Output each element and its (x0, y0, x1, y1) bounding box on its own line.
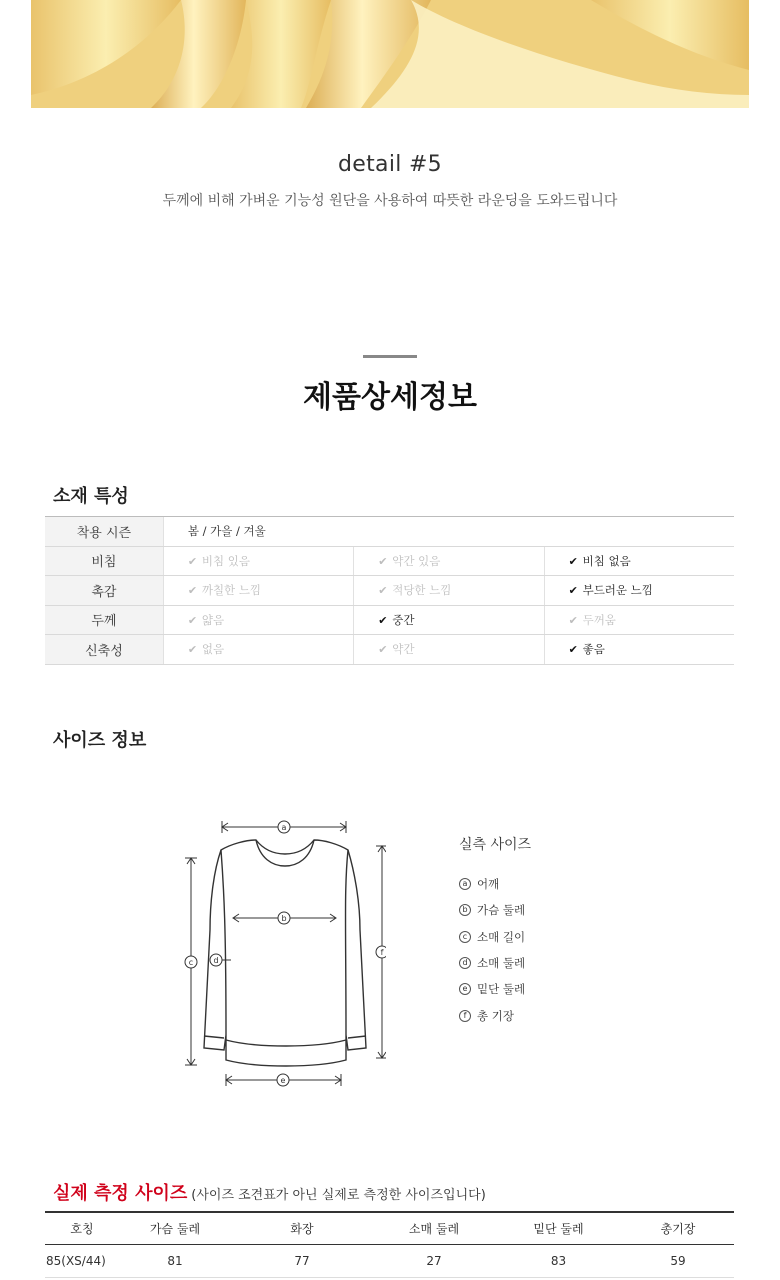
legend-label: 어깨 (477, 877, 500, 892)
option-cell (544, 576, 734, 606)
marker-c: c (188, 958, 194, 967)
marker-f: f (380, 948, 384, 957)
legend-item (459, 924, 525, 950)
option-label: 두꺼움 (582, 612, 616, 627)
material-row-elasticity (45, 635, 734, 665)
column-header: 소매 둘레 (373, 1212, 495, 1245)
check-icon: ✔ (568, 643, 578, 657)
column-header: 화장 (231, 1212, 373, 1245)
row-label: 착용 시즌 (45, 517, 163, 547)
marker-b: b (281, 914, 287, 923)
option-cell (354, 605, 544, 635)
measurement-heading (53, 1179, 486, 1205)
option-cell (163, 605, 353, 635)
legend-item (459, 871, 525, 897)
check-icon: ✔ (187, 554, 198, 568)
measurement-note: (사이즈 조견표가 아닌 실제로 측정한 사이즈입니다) (191, 1188, 486, 1203)
legend-label: 밑단 둘레 (477, 982, 526, 997)
size-table-header (45, 1212, 734, 1245)
option-label: 부드러운 느낌 (582, 583, 653, 598)
size-table (45, 1211, 734, 1278)
row-label: 촉감 (45, 576, 163, 606)
size-legend (459, 871, 525, 1029)
option-label: 약간 (392, 642, 415, 657)
legend-item (459, 950, 525, 976)
column-header: 총기장 (622, 1212, 734, 1245)
size-label: 85(XS/44) (45, 1245, 119, 1278)
material-section-title: 소재 특성 (53, 486, 129, 507)
check-icon: ✔ (187, 643, 198, 657)
marker-a: a (281, 823, 287, 832)
material-table (45, 516, 734, 665)
marker-icon: a (459, 878, 471, 890)
column-header: 밑단 둘레 (495, 1212, 622, 1245)
legend-item (459, 897, 525, 923)
table-cell: 83 (495, 1245, 622, 1278)
marker-icon: f (459, 1010, 471, 1022)
option-cell (354, 576, 544, 606)
material-row-sheerness (45, 546, 734, 576)
option-cell (163, 546, 353, 576)
sweater-size-diagram (176, 810, 386, 1095)
check-icon: ✔ (187, 584, 198, 598)
legend-label: 가슴 둘레 (477, 903, 526, 918)
page-title: 제품상세정보 (303, 380, 477, 415)
check-icon: ✔ (187, 613, 198, 627)
legend-title: 실측 사이즈 (459, 837, 532, 853)
material-row-season (45, 517, 734, 547)
column-header: 가슴 둘레 (119, 1212, 231, 1245)
check-icon: ✔ (378, 554, 388, 568)
table-row (45, 1245, 734, 1278)
marker-e: e (280, 1076, 286, 1085)
check-icon: ✔ (378, 613, 388, 627)
detail-title: detail #5 (338, 152, 442, 177)
marker-icon: b (459, 904, 471, 916)
detail-subtitle: 두께에 비해 가벼운 기능성 원단을 사용하여 따뜻한 라운딩을 도와드립니다 (162, 193, 618, 209)
table-cell: 81 (119, 1245, 231, 1278)
check-icon: ✔ (378, 584, 388, 598)
option-label: 없음 (201, 642, 225, 657)
check-icon: ✔ (568, 584, 578, 598)
check-icon: ✔ (568, 613, 578, 627)
check-icon: ✔ (378, 643, 388, 657)
measurement-title: 실제 측정 사이즈 (53, 1183, 188, 1204)
row-label: 비침 (45, 546, 163, 576)
column-header: 호칭 (45, 1212, 119, 1245)
legend-label: 소매 길이 (477, 929, 526, 944)
option-label: 약간 있음 (392, 553, 441, 568)
option-cell (544, 546, 734, 576)
legend-label: 총 기장 (477, 1008, 514, 1023)
legend-label: 소매 둘레 (477, 956, 526, 971)
marker-icon: d (459, 957, 471, 969)
option-cell (544, 605, 734, 635)
row-label: 신축성 (45, 635, 163, 665)
check-icon: ✔ (568, 554, 578, 568)
option-cell (354, 546, 544, 576)
marker-d: d (213, 956, 219, 965)
row-label: 두께 (45, 605, 163, 635)
material-row-thickness (45, 605, 734, 635)
option-label: 얇음 (201, 612, 225, 627)
option-cell (163, 635, 353, 665)
season-value: 봄 / 가을 / 겨울 (163, 517, 734, 547)
option-label: 까칠한 느낌 (201, 583, 262, 598)
section-divider (363, 355, 417, 358)
material-row-texture (45, 576, 734, 606)
option-label: 좋음 (582, 642, 605, 657)
option-label: 적당한 느낌 (392, 583, 452, 598)
size-section-title: 사이즈 정보 (53, 730, 147, 751)
table-cell: 27 (373, 1245, 495, 1278)
marker-icon: c (459, 931, 471, 943)
option-cell (544, 635, 734, 665)
legend-item (459, 976, 525, 1002)
table-cell: 77 (231, 1245, 373, 1278)
option-cell (354, 635, 544, 665)
fabric-detail-image (31, 0, 749, 108)
table-cell: 59 (622, 1245, 734, 1278)
marker-icon: e (459, 983, 471, 995)
option-label: 비침 없음 (582, 553, 631, 568)
option-label: 중간 (392, 612, 415, 627)
legend-item (459, 1002, 525, 1028)
option-label: 비침 있음 (201, 553, 250, 568)
option-cell (163, 576, 353, 606)
